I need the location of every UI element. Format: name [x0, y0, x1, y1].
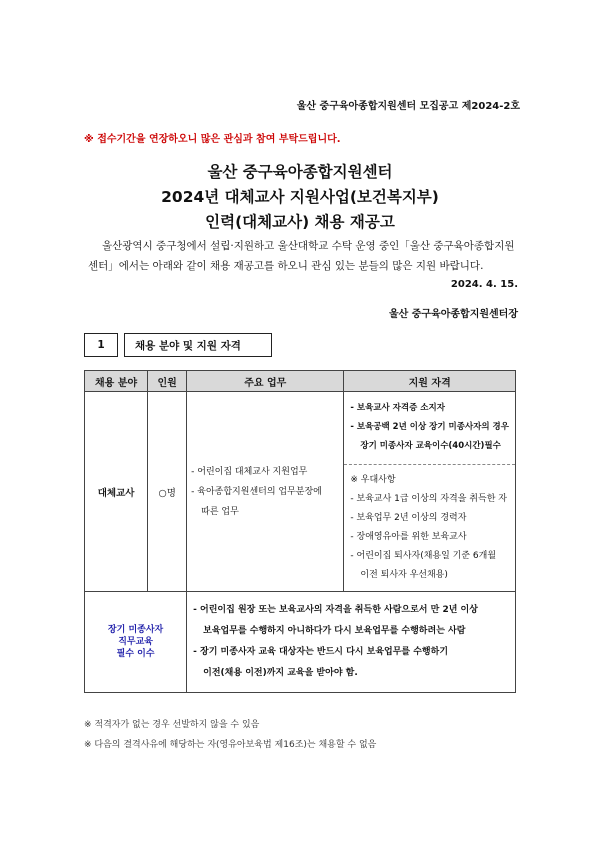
long-term-training-title: [85, 592, 187, 693]
required-qualifications: [344, 392, 515, 465]
footnote: ※ 적격자가 없는 경우 선발하지 않을 수 있음: [84, 720, 260, 730]
preferred-line: - 보육교사 1급 이상의 자격을 취득한 자: [350, 494, 507, 504]
title-line-3: 인력(대체교사) 채용 재공고: [205, 213, 395, 231]
duty-line: 따른 업무: [201, 506, 239, 517]
preferred-line: - 어린이집 퇴사자(채용일 기준 6개월: [350, 551, 497, 561]
footnote: ※ 다음의 결격사유에 해당하는 자(영유아보육법 제16조)는 채용할 수 없음: [84, 740, 377, 750]
people-cell: ○명: [148, 392, 187, 592]
section-number: 1: [84, 333, 118, 357]
preferred-qualifications: [344, 465, 515, 591]
preferred-title: ※ 우대사항: [350, 475, 396, 485]
header-field: 채용 분야: [85, 371, 148, 392]
intro-line-2: 원센터」에서는 아래와 같이 채용 재공고를 하오니 관심 있는 분들의 많은 지원 바랍니다.: [88, 240, 515, 272]
table-header-row: [85, 371, 516, 392]
duties-cell: [187, 392, 344, 592]
table-row: [85, 392, 516, 592]
qualification-cell: [344, 392, 516, 592]
intro-paragraph: [88, 236, 518, 276]
recruitment-table: [84, 370, 516, 693]
training-title-line: 필수 이수: [116, 649, 155, 659]
header-duties: 주요 업무: [187, 371, 344, 392]
title-line-1: 울산 중구육아종합지원센터: [207, 163, 393, 181]
training-title-line: 장기 미종사자: [107, 625, 164, 635]
training-line: 이전(채용 이전)까지 교육을 받아야 함.: [203, 668, 358, 678]
training-title-line: 직무교육: [118, 637, 153, 647]
preferred-line: 이전 퇴사자 우선채용): [360, 570, 448, 580]
training-line: 보육업무를 수행하지 아니하다가 다시 보육업무를 수행하려는 사람: [203, 626, 466, 636]
preferred-line: - 장애영유아를 위한 보육교사: [350, 532, 467, 542]
document-number: 울산 중구육아종합지원센터 모집공고 제2024-2호: [296, 101, 520, 112]
header-people: 인원: [148, 371, 187, 392]
intro-line-1: 울산광역시 중구청에서 설립·지원하고 울산대학교 수탁 운영 중인「울산 중구육아종합지: [102, 240, 505, 252]
issuer-signature: 울산 중구육아종합지원센터장: [388, 309, 518, 320]
duty-line: - 어린이집 대체교사 지원업무: [191, 466, 308, 477]
header-qualification: 지원 자격: [344, 371, 516, 392]
table-row: [85, 592, 516, 693]
title-line-2: 2024년 대체교사 지원사업(보건복지부): [161, 188, 439, 206]
required-line: - 보육교사 자격증 소지자: [350, 403, 445, 413]
footnotes: [84, 715, 376, 755]
field-cell: 대체교사: [85, 392, 148, 592]
announcement-date: 2024. 4. 15.: [450, 279, 518, 290]
training-line: - 장기 미종사자 교육 대상자는 반드시 다시 보육업무를 수행하기: [193, 647, 449, 657]
duty-line: - 육아종합지원센터의 업무분장에: [191, 486, 322, 497]
training-line: - 어린이집 원장 또는 보육교사의 자격을 취득한 사람으로서 만 2년 이상: [193, 605, 478, 615]
required-line: 장기 미종사자 교육이수(40시간)필수: [360, 441, 501, 451]
required-line: - 보육공백 2년 이상 장기 미종사자의 경우: [350, 422, 509, 432]
long-term-training-text: [187, 592, 516, 693]
section-title: 채용 분야 및 지원 자격: [124, 333, 272, 357]
extension-notice: ※ 접수기간을 연장하오니 많은 관심과 참여 부탁드립니다.: [84, 134, 341, 145]
preferred-line: - 보육업무 2년 이상의 경력자: [350, 513, 467, 523]
document-title: [0, 160, 600, 235]
